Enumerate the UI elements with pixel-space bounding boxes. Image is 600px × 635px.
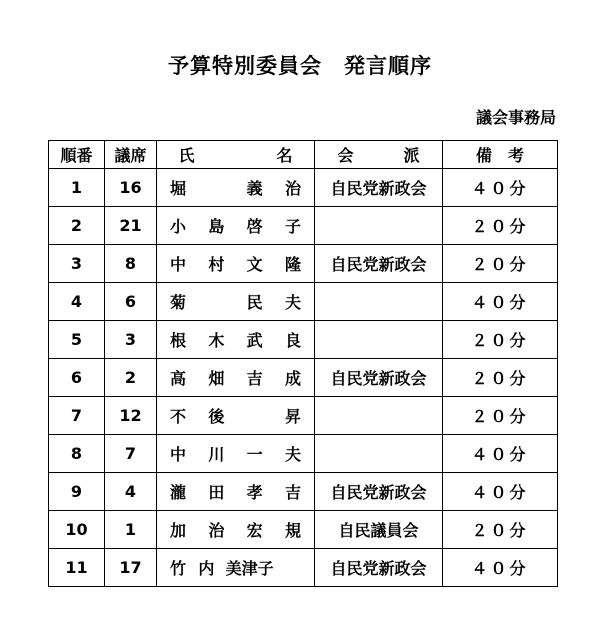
- name-cell: [157, 397, 315, 435]
- name-char: 一: [246, 445, 263, 464]
- name-char: [207, 290, 225, 313]
- name-char: 不: [169, 407, 186, 426]
- table-row: [49, 511, 558, 549]
- name-char: 畑: [208, 369, 225, 388]
- seat-cell: 8: [105, 245, 157, 283]
- name-char: [246, 404, 264, 427]
- note-cell: ２０分: [443, 511, 558, 549]
- table-row: [49, 435, 558, 473]
- name-char: 宏: [246, 521, 263, 540]
- table-row: [49, 207, 558, 245]
- name-char: 文: [246, 255, 263, 274]
- table-row: [49, 169, 558, 207]
- header-faction: [315, 141, 443, 169]
- name-char: 昇: [284, 407, 301, 426]
- name-char: 子: [284, 217, 301, 236]
- name-characters: [157, 214, 314, 237]
- name-char: 孝: [246, 483, 263, 502]
- name-cell: [157, 549, 315, 587]
- name-char: 竹: [169, 559, 186, 578]
- order-cell: 1: [49, 169, 105, 207]
- name-cell: [157, 359, 315, 397]
- header-note: [443, 141, 558, 169]
- name-char: [284, 556, 302, 579]
- seat-cell: 21: [105, 207, 157, 245]
- name-char: 田: [208, 483, 225, 502]
- seat-cell: 17: [105, 549, 157, 587]
- note-cell: ４０分: [443, 473, 558, 511]
- seat-cell: 16: [105, 169, 157, 207]
- name-char: 治: [208, 521, 225, 540]
- name-char: 後: [208, 407, 225, 426]
- faction-cell: [315, 321, 443, 359]
- order-cell: 10: [49, 511, 105, 549]
- seat-cell: 1: [105, 511, 157, 549]
- name-characters: [157, 366, 314, 389]
- faction-cell: 自民党新政会: [315, 245, 443, 283]
- note-cell: ４０分: [443, 549, 558, 587]
- name-cell: [157, 283, 315, 321]
- order-cell: 3: [49, 245, 105, 283]
- table-row: [49, 397, 558, 435]
- header-row: [49, 141, 558, 169]
- name-cell: [157, 169, 315, 207]
- name-char: 武: [246, 331, 263, 350]
- name-characters: [157, 556, 314, 579]
- order-cell: 11: [49, 549, 105, 587]
- name-char: 高: [169, 369, 186, 388]
- name-characters: [157, 480, 314, 503]
- table-row: [49, 245, 558, 283]
- name-char: 中: [169, 445, 186, 464]
- order-cell: 8: [49, 435, 105, 473]
- name-char: 啓: [246, 217, 263, 236]
- faction-cell: 自民議員会: [315, 511, 443, 549]
- faction-cell: 自民党新政会: [315, 169, 443, 207]
- order-cell: 6: [49, 359, 105, 397]
- name-cell: [157, 435, 315, 473]
- name-cell: [157, 245, 315, 283]
- name-char: 吉: [246, 369, 263, 388]
- table-row: [49, 549, 558, 587]
- name-char: 夫: [284, 445, 301, 464]
- faction-cell: 自民党新政会: [315, 473, 443, 511]
- order-cell: 7: [49, 397, 105, 435]
- name-cell: [157, 511, 315, 549]
- name-char: 成: [284, 369, 301, 388]
- seat-cell: 7: [105, 435, 157, 473]
- name-char: 民: [246, 293, 263, 312]
- note-cell: ４０分: [443, 283, 558, 321]
- header-note-2: 考: [508, 146, 525, 165]
- name-char: 島: [208, 217, 225, 236]
- speaking-order-table: [48, 140, 558, 587]
- name-char: 内: [198, 559, 215, 578]
- table-row: [49, 321, 558, 359]
- name-char: 隆: [284, 255, 301, 274]
- name-characters: [157, 328, 314, 351]
- header-name-1: 氏: [178, 146, 195, 165]
- name-char: 根: [169, 331, 186, 350]
- seat-cell: 6: [105, 283, 157, 321]
- header-faction-2: 派: [403, 146, 420, 165]
- name-characters: [157, 442, 314, 465]
- header-name-2: 名: [276, 146, 293, 165]
- name-characters: [157, 518, 314, 541]
- name-char: 川: [208, 445, 225, 464]
- name-char: 木: [208, 331, 225, 350]
- name-characters: [157, 176, 314, 199]
- table-row: [49, 473, 558, 511]
- name-char: 村: [208, 255, 225, 274]
- faction-cell: [315, 283, 443, 321]
- name-cell: [157, 321, 315, 359]
- order-cell: 9: [49, 473, 105, 511]
- seat-cell: 4: [105, 473, 157, 511]
- faction-cell: [315, 207, 443, 245]
- order-cell: 4: [49, 283, 105, 321]
- name-char: 中: [169, 255, 186, 274]
- name-cell: [157, 473, 315, 511]
- note-cell: ２０分: [443, 359, 558, 397]
- header-seat: 議席: [105, 141, 157, 169]
- note-cell: ２０分: [443, 207, 558, 245]
- name-char: 夫: [284, 293, 301, 312]
- faction-cell: [315, 435, 443, 473]
- seat-cell: 3: [105, 321, 157, 359]
- faction-cell: 自民党新政会: [315, 359, 443, 397]
- note-cell: ２０分: [443, 245, 558, 283]
- note-cell: ２０分: [443, 397, 558, 435]
- name-char: 加: [169, 521, 186, 540]
- name-char: 美津子: [225, 559, 274, 578]
- name-char: 瀧: [169, 483, 186, 502]
- header-name: [157, 141, 315, 169]
- name-char: 規: [284, 521, 301, 540]
- name-characters: [157, 290, 314, 313]
- name-char: 菊: [169, 293, 186, 312]
- table-row: [49, 283, 558, 321]
- order-cell: 2: [49, 207, 105, 245]
- name-char: 小: [169, 217, 186, 236]
- seat-cell: 12: [105, 397, 157, 435]
- name-char: 治: [284, 179, 301, 198]
- name-characters: [157, 404, 314, 427]
- faction-cell: 自民党新政会: [315, 549, 443, 587]
- order-cell: 5: [49, 321, 105, 359]
- office-label: 議会事務局: [475, 108, 556, 127]
- name-char: 良: [284, 331, 301, 350]
- note-cell: ４０分: [443, 169, 558, 207]
- name-char: [207, 176, 225, 199]
- header-note-1: 備: [475, 146, 492, 165]
- name-cell: [157, 207, 315, 245]
- note-cell: ２０分: [443, 321, 558, 359]
- table-row: [49, 359, 558, 397]
- faction-cell: [315, 397, 443, 435]
- seat-cell: 2: [105, 359, 157, 397]
- note-cell: ４０分: [443, 435, 558, 473]
- header-order: 順番: [49, 141, 105, 169]
- page-title: 予算特別委員会 発言順序: [168, 54, 432, 78]
- name-char: 堀: [169, 179, 186, 198]
- name-char: 義: [246, 179, 263, 198]
- header-faction-1: 会: [337, 146, 354, 165]
- name-characters: [157, 252, 314, 275]
- name-char: 吉: [284, 483, 301, 502]
